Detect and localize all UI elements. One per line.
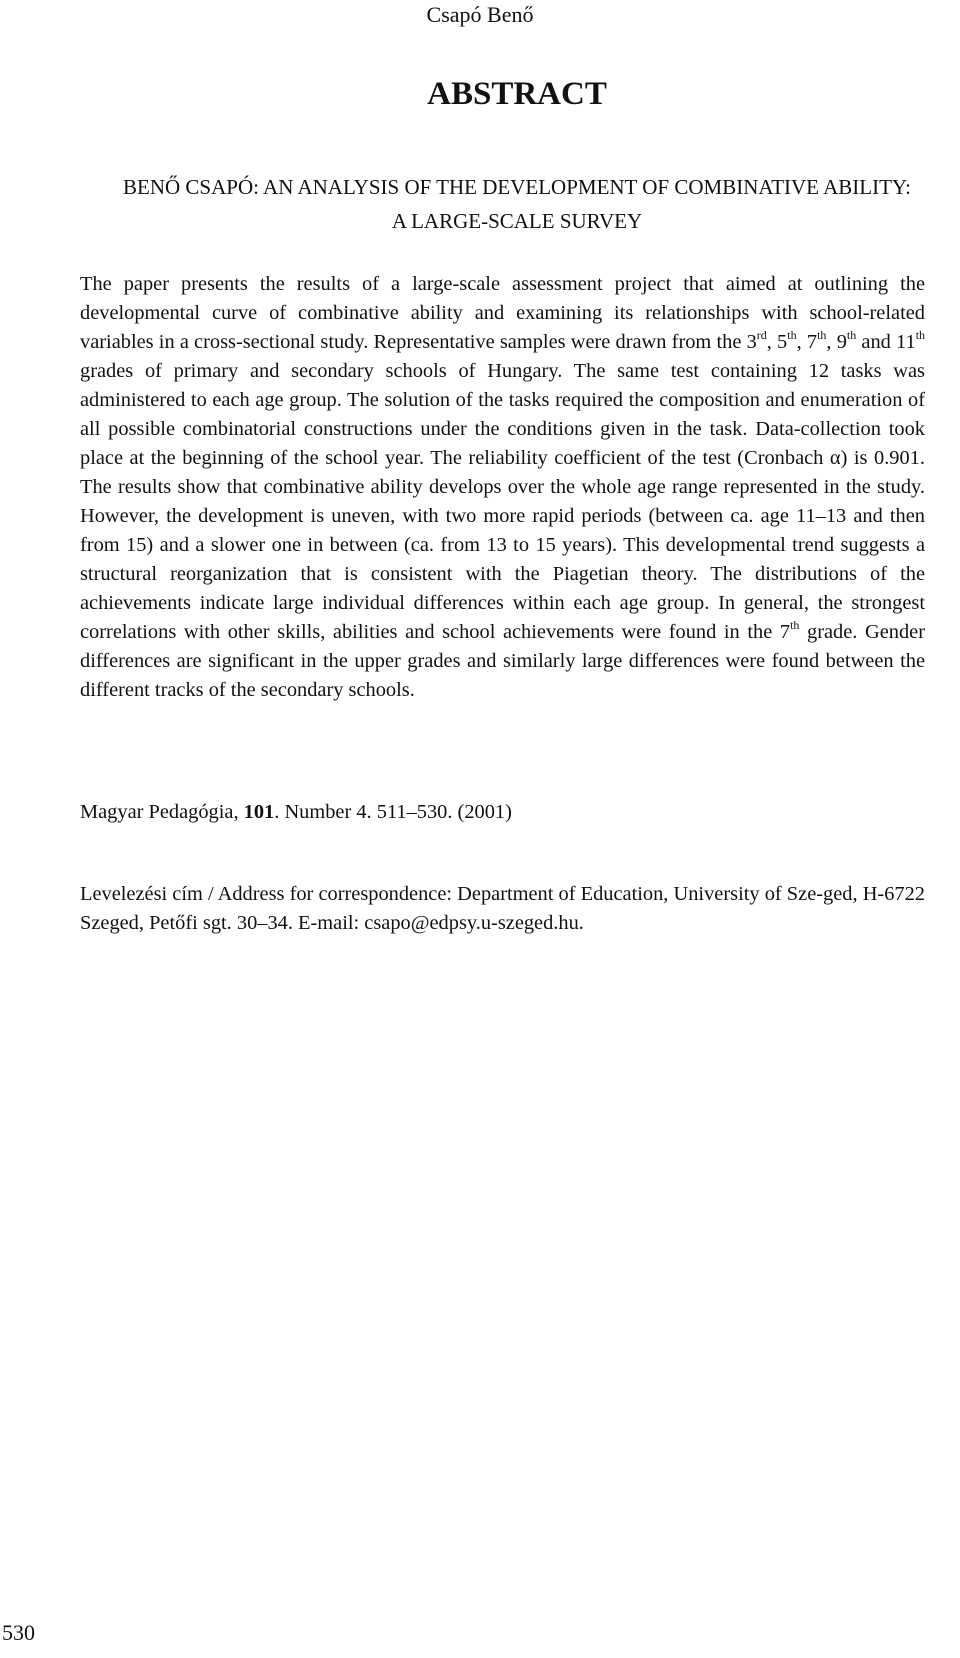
abstract-paragraph bbox=[80, 270, 925, 705]
abstract-text-3: , 7 bbox=[796, 331, 818, 353]
abstract-text-5: and 11 bbox=[856, 331, 916, 353]
ordinal-suffix-7th-grade: th bbox=[790, 618, 800, 632]
correspondence-address: Levelezési cím / Address for correspondence: Department of Education, University of Sze-ged, H-6722 Szeged, Petőfi sgt. 30–34. E-mail: csapo@edpsy.u-szeged.hu. bbox=[80, 883, 925, 934]
citation bbox=[80, 798, 925, 827]
abstract-text-6: grades of primary and secondary schools of Hungary. The same test containing 12 tasks was administered to each age group. The solution of the tasks required the composition and enumeration of all possible combinatorial constructions under the conditions given in the task. Data-collection took place at the beginning of the school year. The reliability coefficient of the test (Cronbach α) is 0.901. The results show that combinative ability develops over the whole age range represented in the study. However, the development is uneven, with two more rapid periods (between ca. age 11–13 and then from 15) and a slower one in between (ca. from 13 to 15 years). This developmental trend suggests a structural reorganization that is consistent with the Piagetian theory. The distributions of the achievements indicate large individual differences within each age group. In general, the strongest correlations with other skills, abilities and school achievements were found in the 7 bbox=[80, 360, 925, 643]
running-head-author: Csapó Benő bbox=[426, 2, 534, 27]
page-number: 530 bbox=[2, 1620, 35, 1645]
abstract-text-7: grade. Gender differences are significant in the upper grades and similarly large differences were found between the different tracks of the secondary schools. bbox=[80, 621, 925, 701]
article-title-line-2: A LARGE-SCALE SURVEY bbox=[391, 209, 643, 233]
abstract-text-4: , 9 bbox=[826, 331, 847, 353]
article-title-line-1: BENŐ CSAPÓ: AN ANALYSIS OF THE DEVELOPMENT OF COMBINATIVE ABILITY: bbox=[123, 175, 911, 199]
abstract-text-1: The paper presents the results of a large-scale assessment project that aimed at outlining the developmental curve of combinative ability and examining its relationships with school-related variables in a cross-sectional study. Representative samples were drawn from the 3 bbox=[80, 273, 925, 353]
ordinal-suffix-5th: th bbox=[787, 328, 797, 342]
ordinal-suffix-7th: th bbox=[817, 328, 827, 342]
citation-journal: Magyar Pedagógia, bbox=[80, 801, 244, 823]
citation-volume: 101 bbox=[243, 801, 275, 823]
ordinal-suffix-9th: th bbox=[846, 328, 857, 342]
ordinal-suffix-11th: th bbox=[915, 328, 926, 342]
article-title bbox=[0, 170, 960, 238]
abstract-text-2: , 5 bbox=[766, 331, 788, 353]
abstract-heading: ABSTRACT bbox=[427, 76, 607, 112]
ordinal-suffix-3rd: rd bbox=[756, 328, 767, 342]
citation-details: . Number 4. 511–530. (2001) bbox=[274, 801, 512, 823]
